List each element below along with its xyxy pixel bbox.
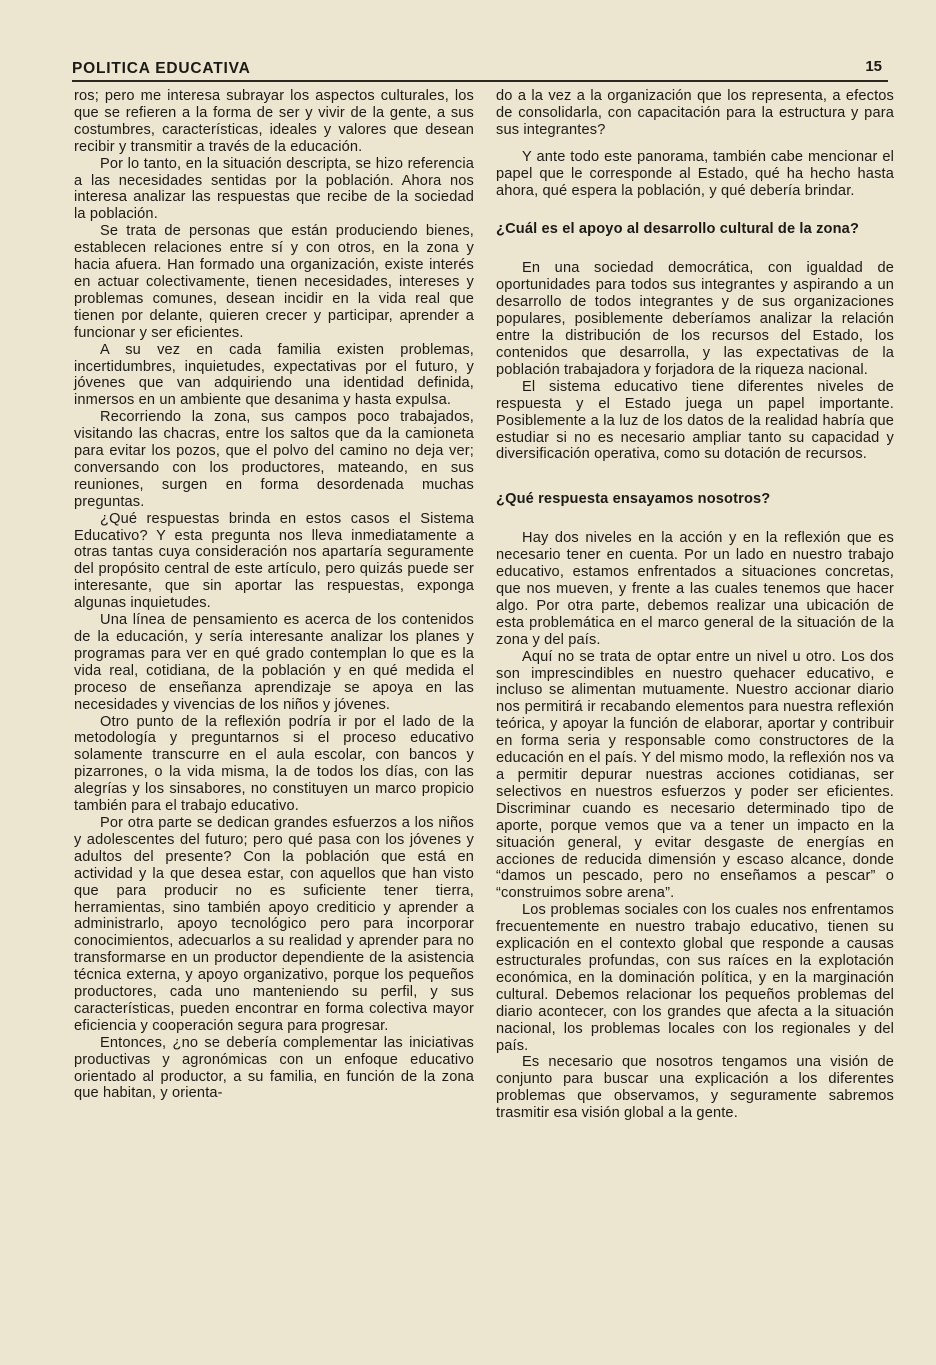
paragraph: Por otra parte se dedican grandes esfuerzos a los niños y adolescentes del futuro; pero qué pasa con los jóvenes y adultos del presente? Con la población que está en actividad y la que desea estar, con aquellos que han visto que para producir no es suficiente tener tierra, herramientas, sino también apoyo crediticio y aprender a administrarlo, apoyo tecnológico pero para incorporar conocimientos, adecuarlos a su realidad y aprender para no transformarse en un productor dependiente de la asistencia técnica externa, y apoyo organizativo, porque los pequeños productores, cada uno manteniendo su perfil, y sus características, pueden encontrar en forma colectiva mayor eficiencia y cooperación segura para progresar. bbox=[74, 814, 474, 1034]
left-column bbox=[74, 88, 474, 1102]
paragraph: A su vez en cada familia existen problemas, incertidumbres, inquietudes, expectativas por el futuro, y jóvenes que van adquiriendo una identidad definida, inmersos en un ambiente que desanima y hasta expulsa. bbox=[74, 341, 474, 409]
page-number: 15 bbox=[865, 58, 882, 75]
paragraph: El sistema educativo tiene diferentes niveles de respuesta y el Estado juega un papel importante. Posiblemente a la luz de los datos de la realidad habría que estudiar si no es necesario ampliar tanto su capacidad y diversificación operativa, como su dotación de recursos. bbox=[496, 378, 894, 463]
paragraph: Por lo tanto, en la situación descripta, se hizo referencia a las necesidades sentidas por la población. Ahora nos interesa analizar las respuestas que recibe de la sociedad la población. bbox=[74, 155, 474, 223]
paragraph: Aquí no se trata de optar entre un nivel u otro. Los dos son imprescindibles en nuestro quehacer educativo, e incluso se alimentan mutuamente. Nuestro accionar diario nos permitirá ir recabando elementos para nuestra reflexión teórica, y apoyar la función de elaborar, aportar y contribuir en forma seria y responsable como constructores de la educación en el país. Y del mismo modo, la reflexión nos va a permitir depurar nuestras acciones cotidianas, ser selectivos en nuestros esfuerzos y poder ser eficientes. Discriminar cuando es necesario determinado tipo de aporte, porque vemos que va a tener un impacto en la situación general, y evitar desgaste de energías en acciones de reducida dimensión y escaso alcance, donde “damos un pescado, pero no enseñamos a pescar” o “construimos sobre arena”. bbox=[496, 648, 894, 902]
section-heading: ¿Cuál es el apoyo al desarrollo cultural de la zona? bbox=[496, 221, 860, 238]
paragraph: Una línea de pensamiento es acerca de los contenidos de la educación, y sería interesante analizar los planes y programas para ver en qué grado contemplan lo que es la vida real, cotidiana, de la población y en qué medida el proceso de enseñanza aprendizaje se apoya en las necesidades y vivencias de los niños y jóvenes. bbox=[74, 612, 474, 713]
paragraph: Los problemas sociales con los cuales nos enfrentamos frecuentemente en nuestro trabajo educativo, tienen su explicación en el contexto global que responde a causas estructurales profundas, con sus raíces en la explotación económica, en la dominación política, y en la marginación cultural. Debemos relacionar los pequeños problemas del diario acontecer, con los grandes que afecta a la situación nacional, los problemas locales con los regionales y del país. bbox=[496, 902, 894, 1054]
paragraph: Se trata de personas que están produciendo bienes, establecen relaciones entre sí y con otros, en la zona y hacia afuera. Han formado una organización, existe interés en actuar colectivamente, tienen necesidades, intereses y problemas comunes, desean incidir en la vida real que tienen por delante, quieren crecer y participar, aprender a funcionar y ser eficientes. bbox=[74, 223, 474, 341]
section-title: POLITICA EDUCATIVA bbox=[72, 60, 251, 77]
paragraph: Recorriendo la zona, sus campos poco trabajados, visitando las chacras, entre los saltos que da la camioneta para evitar los pozos, que el polvo del camino no deja ver; conversando con los productores, mateando, en sus reuniones, surgen en forma desordenada muchas preguntas. bbox=[74, 409, 474, 510]
paragraph: Es necesario que nosotros tengamos una visión de conjunto para buscar una explicación a los diferentes problemas que observamos, y seguramente sabremos trasmitir esa visión global a la gente. bbox=[496, 1054, 894, 1122]
paragraph: Entonces, ¿no se debería complementar las iniciativas productivas y agronómicas con un enfoque educativo orientado al productor, a su familia, en función de la zona que habitan, y orienta- bbox=[74, 1034, 474, 1102]
section-heading: ¿Qué respuesta ensayamos nosotros? bbox=[496, 491, 771, 508]
paragraph: ¿Qué respuestas brinda en estos casos el Sistema Educativo? Y esta pregunta nos lleva inmediatamente a otras tantas cuya consideración nos apartaría seguramente del propósito central de este artículo, pero quizás puede ser interesante, que sin aportar las respuestas, exponga algunas inquietudes. bbox=[74, 510, 474, 612]
paragraph: ros; pero me interesa subrayar los aspectos culturales, los que se refieren a la forma de ser y vivir de la gente, a sus costumbres, características, ideales y valores que desean recibir y transmitir a través de la educación. bbox=[74, 88, 474, 155]
paragraph: do a la vez a la organización que los representa, a efectos de consolidarla, con capacitación para la estructura y para sus integrantes? bbox=[496, 88, 894, 138]
page-header bbox=[72, 58, 888, 82]
paragraph: Otro punto de la reflexión podría ir por el lado de la metodología y preguntarnos si el proceso educativo solamente transcurre en el aula escolar, con bancos y pizarrones, o la vida misma, la de todos los días, con las alegrías y los sinsabores, no constituyen un marco propicio también para el trabajo educativo. bbox=[74, 713, 474, 815]
right-column bbox=[496, 88, 894, 1122]
paragraph: Y ante todo este panorama, también cabe mencionar el papel que le corresponde al Estado, qué ha hecho hasta ahora, qué espera la población, y qué debería brindar. bbox=[496, 148, 894, 199]
paragraph: En una sociedad democrática, con igualdad de oportunidades para todos sus integrantes y aspirando a un desarrollo de todos integrantes y de sus organizaciones populares, posiblemente deberíamos analizar la relación entre la distribución de los recursos del Estado, los contenidos que desarrolla, y las expectativas de la población trabajadora y forjadora de la riqueza nacional. bbox=[496, 260, 894, 378]
paragraph: Hay dos niveles en la acción y en la reflexión que es necesario tener en cuenta. Por un lado en nuestro trabajo educativo, estamos enfrentados a situaciones concretas, que nos mueven, y frente a las cuales tenemos que hacer algo. Por otra parte, debemos realizar una ubicación de esta problemática en el marco general de la situación de la zona y del país. bbox=[496, 530, 894, 648]
